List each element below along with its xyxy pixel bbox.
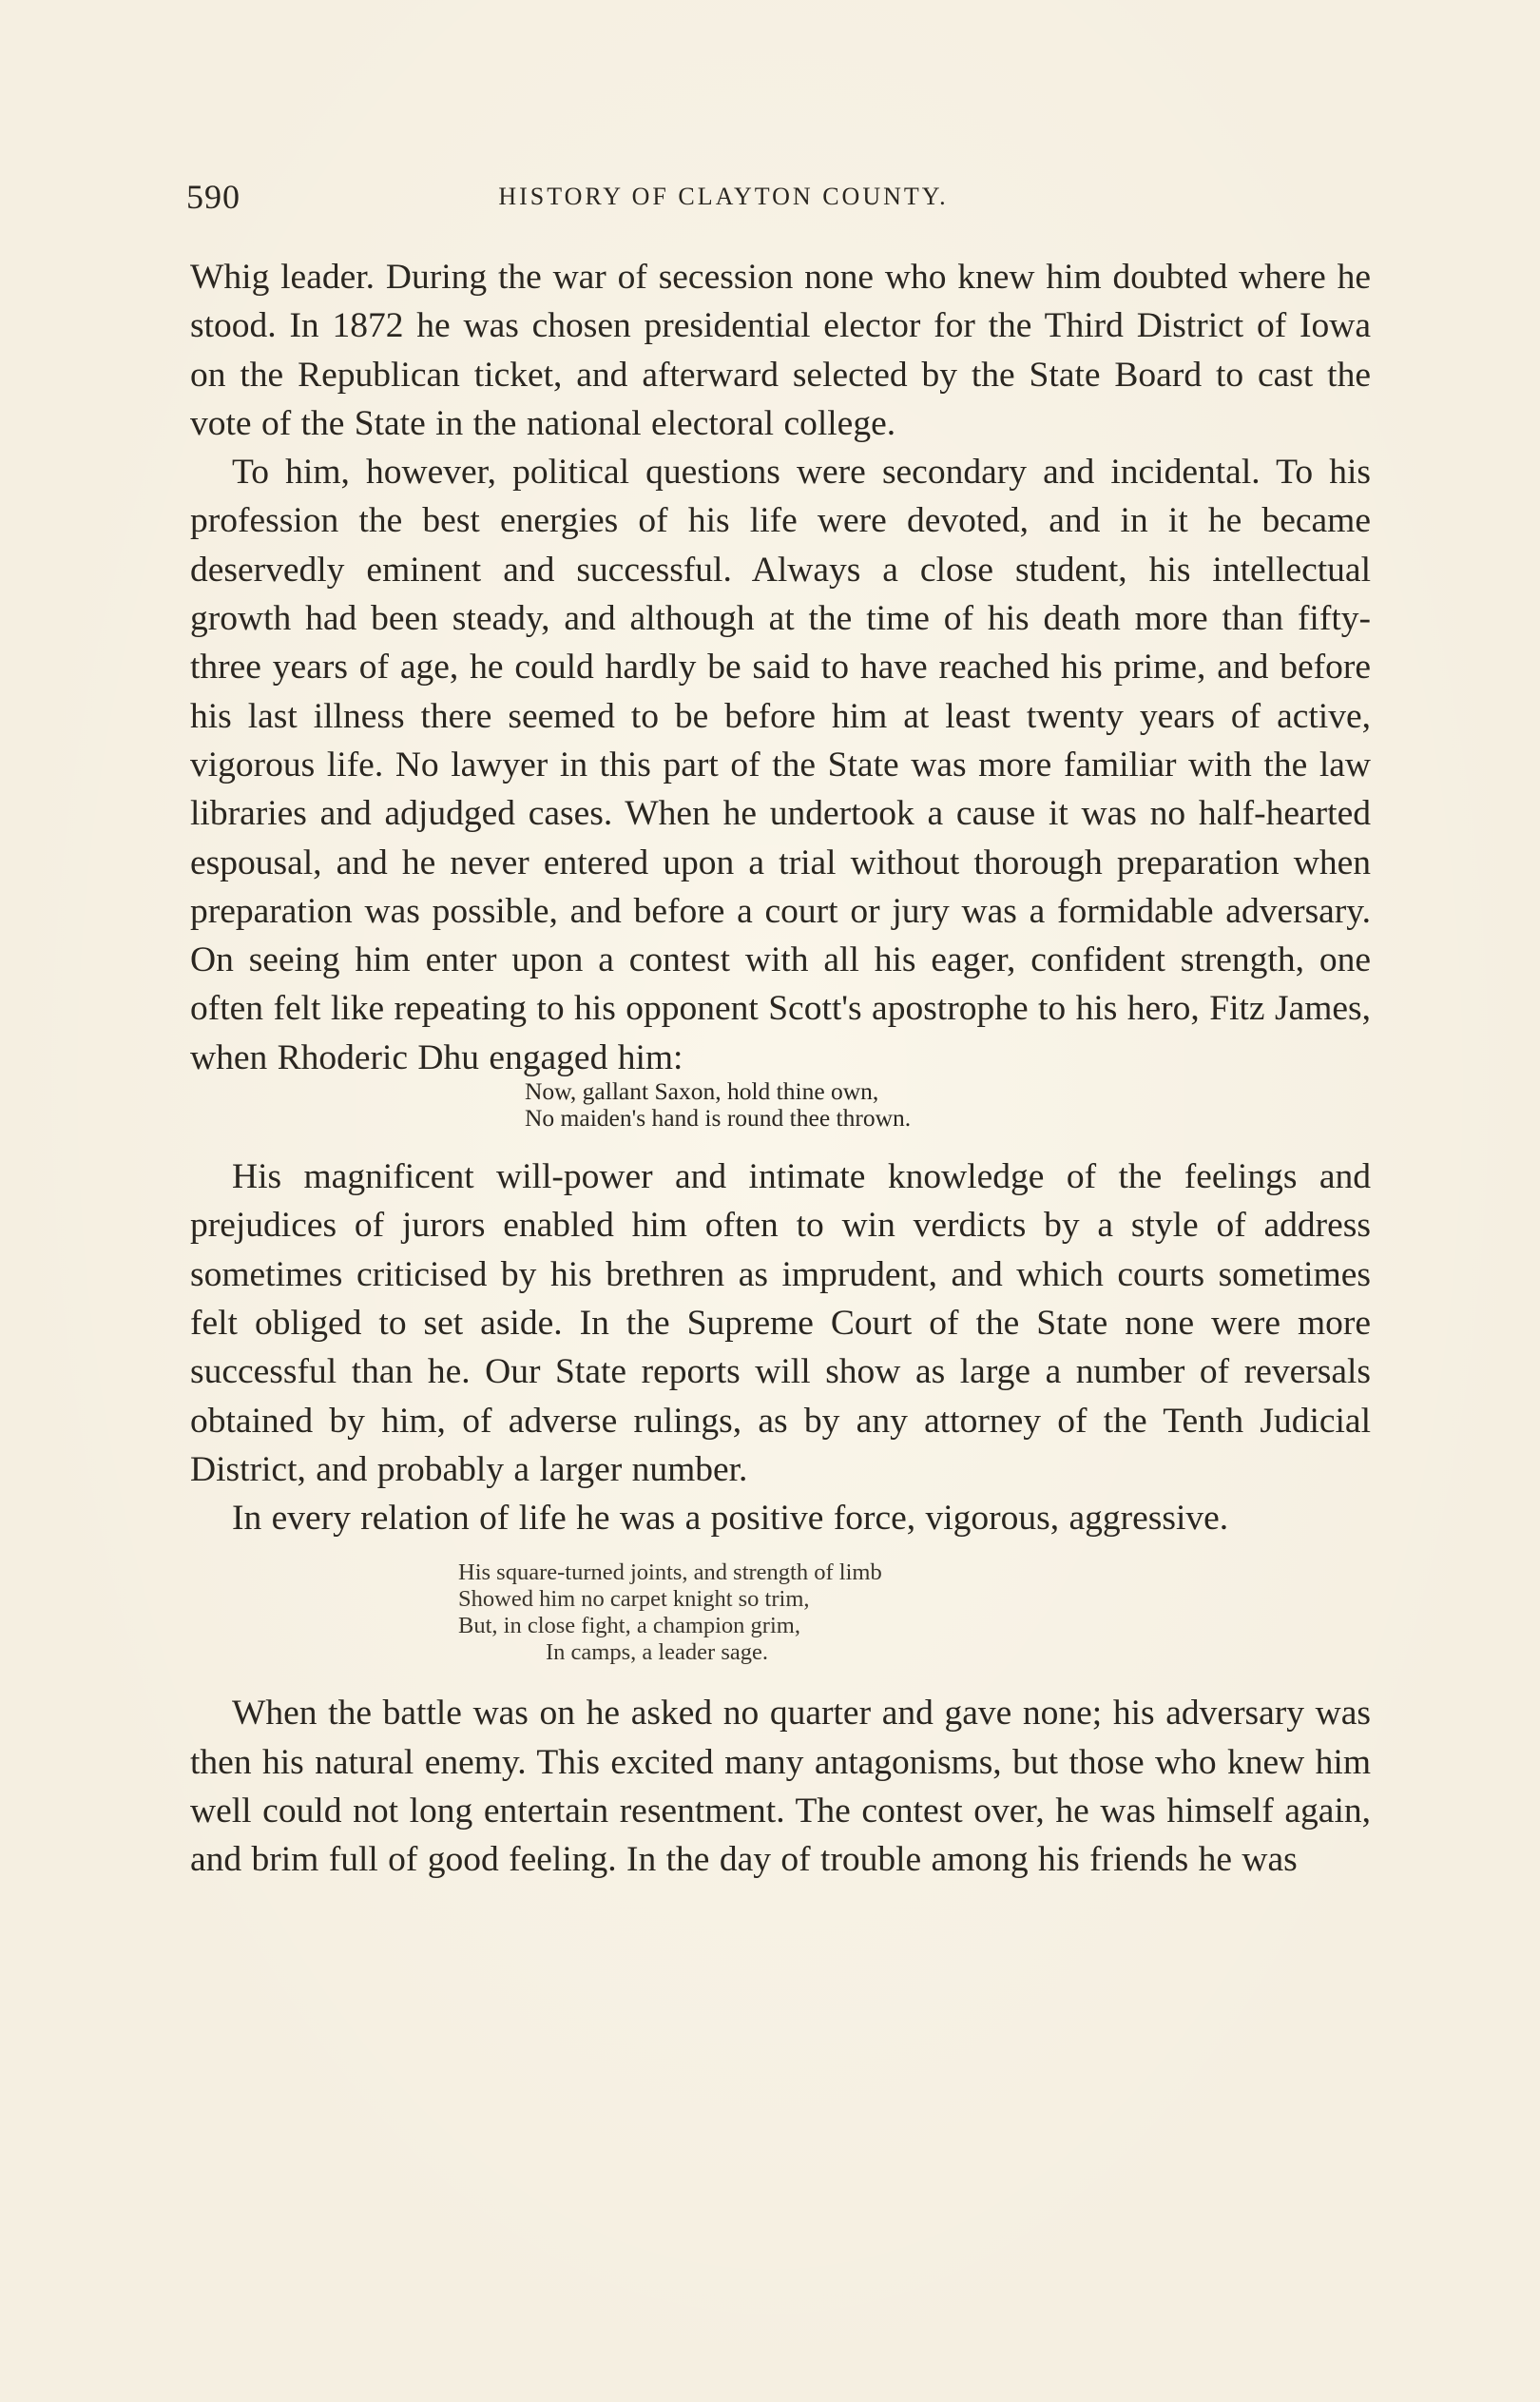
paragraph-5: When the battle was on he asked no quarter and gave none; his adversary was then his natural enemy. This excited many antagonisms, but those who knew him well could not long entertain resentment. The contest over, he was himself again, and brim full of good feeling. In the day of trouble among his friends he was [190, 1694, 1371, 1880]
verse-line: In camps, a leader sage. [546, 1639, 768, 1666]
page-number: 590 [186, 178, 241, 216]
verse-line: His square-turned joints, and strength of limb [458, 1559, 882, 1586]
verse-line: Showed him no carpet knight so trim, [458, 1586, 810, 1613]
body-text [190, 253, 1371, 1885]
running-head: HISTORY OF CLAYTON COUNTY. [498, 183, 949, 210]
verse-line: Now, gallant Saxon, hold thine own, [525, 1077, 879, 1106]
paragraph-2: To him, however, political questions were secondary and incidental. To his profession the best energies of his life were devoted, and in it he became deservedly eminent and successful. Always a close student, his intellectual growth had been steady, and although at the time of his death more than fifty-three years of age, he could hardly be said to have reached his prime, and before his last illness there seemed to be before him at least twenty years of active, vigorous life. No lawyer in this part of the State was more familiar with the law libraries and adjudged cases. When he undertook a cause it was no half-hearted espousal, and he never entered upon a trial without thorough preparation when preparation was possible, and before a court or jury was a formidable adversary. On seeing him enter upon a contest with all his eager, confident strength, one often felt like repeating to his opponent Scott's apostrophe to his hero, Fitz James, when Rhoderic Dhu engaged him: [190, 453, 1371, 1077]
paragraph-4: In every relation of life he was a positive force, vigorous, aggressive. [232, 1499, 1229, 1539]
page-header [186, 177, 1203, 224]
verse-line: No maiden's hand is round thee thrown. [525, 1104, 912, 1133]
paragraph-3: His magnificent will-power and intimate knowledge of the feelings and prejudices of jurors enabled him often to win verdicts by a style of address sometimes criticised by his brethren as imprudent, and which courts sometimes felt obliged to set aside. In the Supreme Court of the State none were more successful than he. Our State reports will show as large a number of reversals obtained by him, of adverse rulings, as by any attorney of the Tenth Judicial District, and probably a larger number. [190, 1157, 1371, 1489]
verse-quote-2 [190, 1559, 1371, 1666]
verse-line: But, in close fight, a champion grim, [458, 1613, 800, 1639]
verse-quote-1 [190, 1078, 1371, 1132]
paragraph-1: Whig leader. During the war of secession none who knew him doubted where he stood. In 1872 he was chosen presidential elector for the Third District of Iowa on the Republican ticket, and afterward selected by the State Board to cast the vote of the State in the national electoral college. [190, 258, 1371, 443]
